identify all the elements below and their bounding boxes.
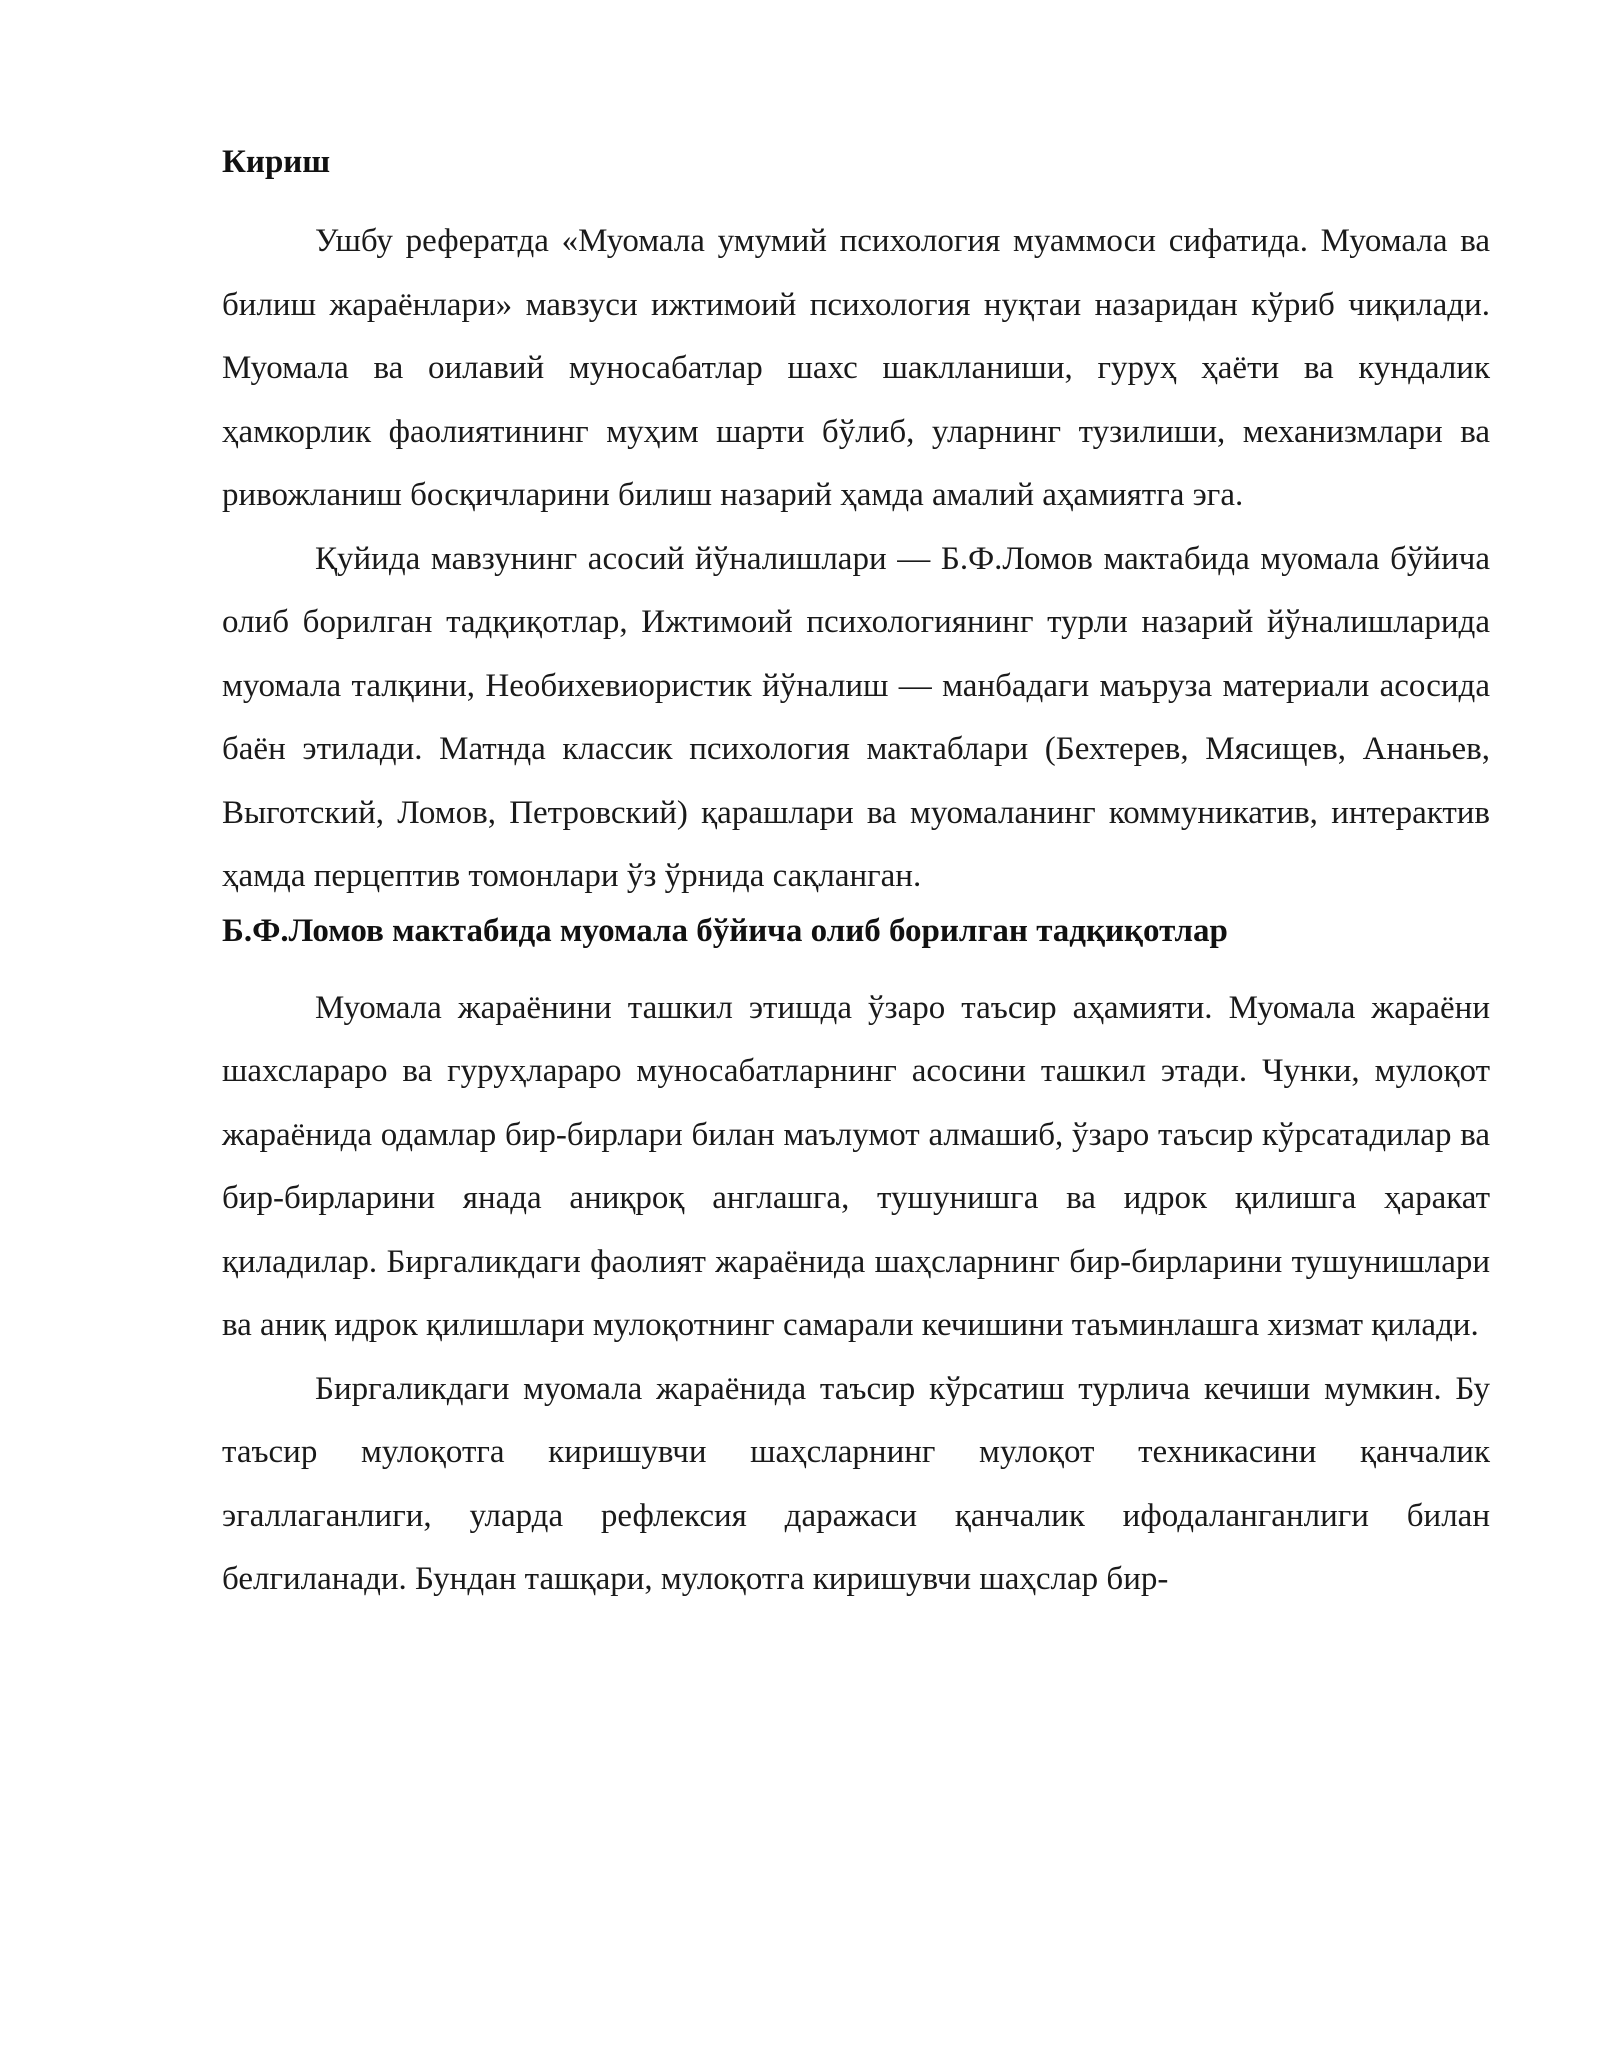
section-paragraph-2: Биргаликдаги муомала жараёнида таъсир кўрсатиш турлича кечиши мумкин. Бу таъсир мулоқотга киришувчи шаҳсларнинг мулоқот техникасини қанчалик эгаллаганлиги, уларда рефлексия даражаси қанчалик ифодаланганлиги билан белгиланади. Бундан ташқари, мулоқотга киришувчи шаҳслар бир- <box>222 1370 1490 1597</box>
intro-paragraph-2: Қуйида мавзунинг асосий йўналишлари — Б.Ф.Ломов мактабида муомала бўйича олиб борилган тадқиқотлар, Ижтимоий психологиянинг турли назарий йўналишларида муомала талқини, Необихевиористик йўналиш — манбадаги маъруза материали асосида баён этилади. Матнда классик психология мактаблари (Бехтерев, Мясищев, Ананьев, Выготский, Ломов, Петровский) қарашлари ва муомаланинг коммуникатив, интерактив ҳамда перцептив томонлари ўз ўрнида сақланган. <box>222 540 1490 894</box>
document-page <box>222 140 1490 1612</box>
intro-heading: Кириш <box>222 144 331 180</box>
section-heading: Б.Ф.Ломов мактабида муомала бўйича олиб борилган тадқиқотлар <box>222 912 1228 949</box>
intro-paragraph-1: Ушбу рефератда «Муомала умумий психология муаммоси сифатида. Муомала ва билиш жараёнлари» мавзуси ижтимоий психология нуқтаи назаридан кўриб чиқилади. Муомала ва оилавий муносабатлар шахс шаклланиши, гуруҳ ҳаёти ва кундалик ҳамкорлик фаолиятининг муҳим шарти бўлиб, уларнинг тузилиши, механизмлари ва ривожланиш босқичларини билиш назарий ҳамда амалий аҳамиятга эга. <box>222 223 1490 513</box>
section-paragraph-1: Муомала жараёнини ташкил этишда ўзаро таъсир аҳамияти. Муомала жараёни шахслараро ва гуруҳлараро муносабатларнинг асосини ташкил этади. Чунки, мулоқот жараёнида одамлар бир-бирлари билан маълумот алмашиб, ўзаро таъсир кўрсатадилар ва бир-бирларини янада аниқроқ англашга, тушунишга ва идрок қилишга ҳаракат қиладилар. Биргаликдаги фаолият жараёнида шаҳсларнинг бир-бирларини тушунишлари ва аниқ идрок қилишлари мулоқотнинг самарали кечишини таъминлашга хизмат қилади. <box>222 989 1490 1343</box>
